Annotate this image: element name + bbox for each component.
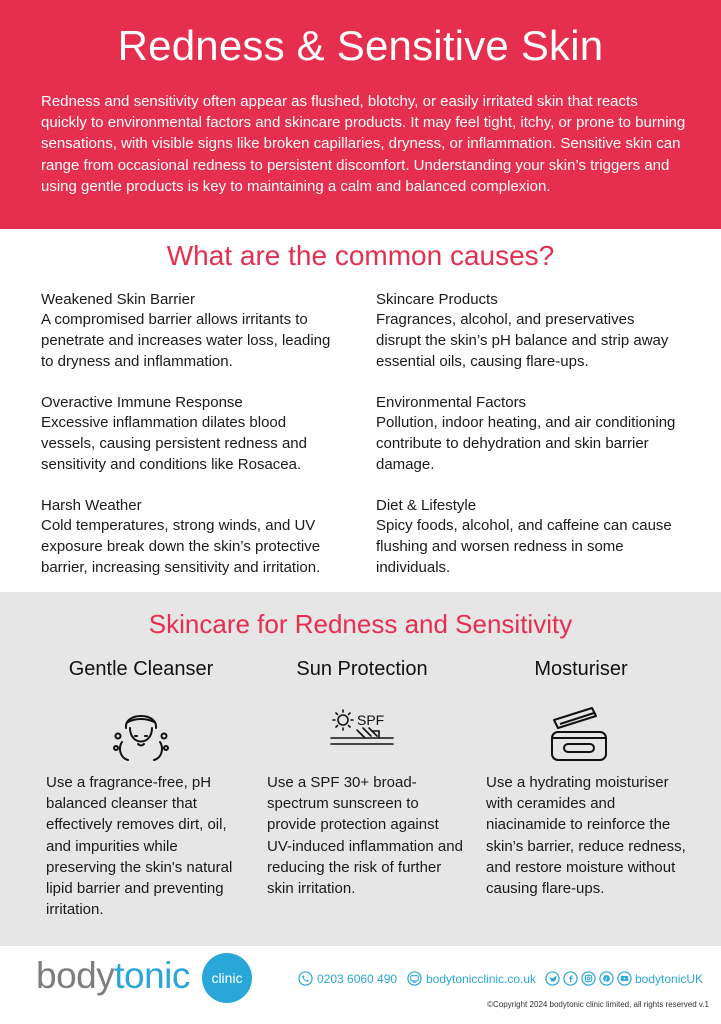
facebook-icon[interactable] (563, 971, 578, 986)
page-title: Redness & Sensitive Skin (117, 22, 604, 69)
hero-banner (0, 0, 721, 229)
intro-paragraph: Redness and sensitivity often appear as flushed, blotchy, or easily irritated skin that reacts quickly to environmental factors and skincare products. It may feel tight, itchy, or prone to burning sensations, with visible signs like broken capillaries, dryness, or inflammation. Sensitive skin can range from occasional redness to persistent discomfort. Understanding your skin’s triggers and using gentle products is key to maintaining a calm and balanced complexion. (41, 93, 686, 195)
skincare-column-cleanser (36, 658, 246, 919)
cause-text: A compromised barrier allows irritants to penetrate and increases water loss, leading to dryness and inflammation. (41, 311, 331, 371)
cause-item (376, 290, 676, 373)
cause-title: Skincare Products (376, 291, 498, 308)
phone-number[interactable]: 0203 6060 490 (317, 972, 398, 986)
skincare-heading: Skincare for Redness and Sensitivity (148, 609, 573, 639)
twitter-icon[interactable] (545, 971, 560, 986)
cause-item (41, 290, 341, 373)
cause-text: Excessive inflammation dilates blood vessels, causing persistent redness and sensitivity and conditions like Rosacea. (41, 414, 307, 474)
cause-text: Spicy foods, alcohol, and caffeine can cause flushing and worsen redness in some individuals. (376, 517, 672, 577)
column-title: Gentle Cleanser (68, 658, 214, 680)
cause-text: Cold temperatures, strong winds, and UV exposure break down the skin’s protective barrier, increasing sensitivity and irritation. (41, 517, 321, 577)
phone-icon (298, 971, 313, 986)
cause-item (376, 496, 681, 579)
cause-title: Environmental Factors (376, 394, 527, 411)
instagram-icon[interactable] (581, 971, 596, 986)
cause-text: Fragrances, alcohol, and preservatives disrupt the skin’s pH balance and strip away essential oils, causing flare-ups. (376, 311, 669, 371)
spf-label: SPF (357, 712, 385, 728)
cause-title: Diet & Lifestyle (376, 497, 477, 514)
cause-item (41, 496, 341, 579)
column-text: Use a fragrance-free, pH balanced cleanser that effectively removes dirt, oil, and impurities while preserving the skin's natural lipid barrier and preventing irritation. (46, 774, 233, 919)
column-title: Sun Protection (296, 658, 428, 680)
web-icon (407, 971, 422, 986)
spf-sun-icon (327, 698, 397, 768)
cause-text: Pollution, indoor heating, and air conditioning contribute to dehydration and skin barrier damage. (376, 414, 676, 474)
cause-item (376, 393, 681, 476)
column-text: Use a SPF 30+ broad-spectrum sunscreen to provide protection against UV-induced inflammation and reducing the risk of further skin irritation. (267, 774, 463, 898)
copyright-text: ©Copyright 2024 bodytonic clinic limited, all rights reserved v.1 (487, 1000, 709, 1009)
logo-badge: clinic (202, 953, 252, 1003)
logo-wordmark: bodytonic (36, 955, 190, 996)
cause-item (41, 393, 341, 476)
pinterest-icon[interactable] (599, 971, 614, 986)
skincare-column-moisturiser (476, 658, 686, 898)
website-link[interactable]: bodytonicclinic.co.uk (426, 972, 537, 986)
moisturiser-jar-icon (544, 698, 614, 768)
bodytonic-logo[interactable] (36, 955, 266, 1005)
youtube-icon[interactable] (617, 971, 632, 986)
cause-title: Weakened Skin Barrier (41, 291, 195, 308)
cause-title: Overactive Immune Response (41, 394, 243, 411)
column-title: Mosturiser (534, 658, 628, 680)
social-handle[interactable]: bodytonicUK (635, 972, 704, 986)
column-text: Use a hydrating moisturiser with ceramides and niacinamide to reinforce the skin’s barrier, reduce redness, and restore moisture without causing flare-ups. (486, 774, 686, 898)
causes-heading: What are the common causes? (166, 240, 555, 271)
cause-title: Harsh Weather (41, 497, 142, 514)
skincare-column-sun (257, 658, 467, 898)
face-wash-icon (106, 698, 176, 768)
